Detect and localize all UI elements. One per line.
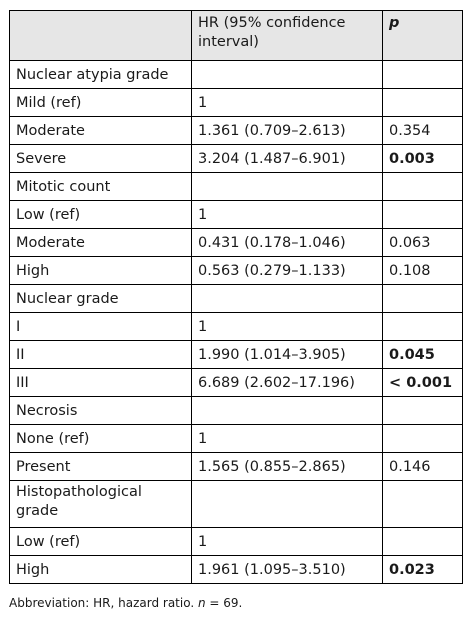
row-p-value: 0.003 [383, 145, 463, 173]
row-p-value: 0.354 [383, 117, 463, 145]
row-p-value [383, 313, 463, 341]
header-hr: HR (95% confidence interval) [192, 11, 383, 61]
row-hr-value [192, 61, 383, 89]
table-row [10, 397, 463, 425]
row-hr-value: 1 [192, 89, 383, 117]
row-hr-value [192, 173, 383, 201]
row-p-value [383, 481, 463, 528]
row-level-label: High [10, 257, 192, 285]
table-row [10, 201, 463, 229]
row-level-label: Low (ref) [10, 201, 192, 229]
table-row [10, 173, 463, 201]
row-hr-value: 0.563 (0.279–1.133) [192, 257, 383, 285]
table-header-row [10, 11, 463, 61]
row-level-label: II [10, 341, 192, 369]
row-p-value [383, 285, 463, 313]
table-row [10, 556, 463, 584]
row-level-label: I [10, 313, 192, 341]
row-hr-value: 1 [192, 313, 383, 341]
row-p-value [383, 173, 463, 201]
table-row [10, 89, 463, 117]
table-row [10, 117, 463, 145]
table-row [10, 313, 463, 341]
row-group-label: Necrosis [10, 397, 192, 425]
table-row [10, 481, 463, 528]
row-group-label: Nuclear grade [10, 285, 192, 313]
row-hr-value: 1 [192, 528, 383, 556]
header-p-value: p [383, 11, 463, 61]
row-level-label: Severe [10, 145, 192, 173]
row-hr-value: 1.565 (0.855–2.865) [192, 453, 383, 481]
table-row [10, 285, 463, 313]
row-p-value: 0.108 [383, 257, 463, 285]
row-level-label: Mild (ref) [10, 89, 192, 117]
row-p-value: 0.063 [383, 229, 463, 257]
row-hr-value [192, 481, 383, 528]
table-footnote [9, 596, 242, 610]
row-group-label: None (ref) [10, 425, 192, 453]
table-row [10, 528, 463, 556]
row-hr-value: 6.689 (2.602–17.196) [192, 369, 383, 397]
row-p-value: < 0.001 [383, 369, 463, 397]
footnote-n-value: = 69. [205, 596, 243, 610]
row-level-label: Moderate [10, 229, 192, 257]
row-hr-value: 3.204 (1.487–6.901) [192, 145, 383, 173]
row-hr-value: 1 [192, 201, 383, 229]
row-hr-value [192, 285, 383, 313]
row-level-label: Moderate [10, 117, 192, 145]
row-p-value [383, 61, 463, 89]
row-hr-value [192, 397, 383, 425]
row-p-value: 0.045 [383, 341, 463, 369]
row-level-label: Low (ref) [10, 528, 192, 556]
row-hr-value: 1 [192, 425, 383, 453]
row-group-label: Nuclear atypia grade [10, 61, 192, 89]
table-body [10, 61, 463, 584]
table-row [10, 341, 463, 369]
table-row [10, 145, 463, 173]
footnote-n-symbol: n [197, 596, 206, 610]
row-level-label: High [10, 556, 192, 584]
row-group-label: Mitotic count [10, 173, 192, 201]
footnote-text: Abbreviation: HR, hazard ratio. [9, 596, 198, 610]
row-group-label: Histopathological grade [10, 481, 192, 528]
row-p-value [383, 201, 463, 229]
row-p-value: 0.023 [383, 556, 463, 584]
row-hr-value: 0.431 (0.178–1.046) [192, 229, 383, 257]
row-p-value [383, 89, 463, 117]
table-row [10, 453, 463, 481]
table-row [10, 257, 463, 285]
row-group-label: Present [10, 453, 192, 481]
row-p-value [383, 397, 463, 425]
table-row [10, 369, 463, 397]
row-hr-value: 1.961 (1.095–3.510) [192, 556, 383, 584]
row-hr-value: 1.361 (0.709–2.613) [192, 117, 383, 145]
table-row [10, 61, 463, 89]
row-p-value: 0.146 [383, 453, 463, 481]
row-p-value [383, 528, 463, 556]
row-level-label: III [10, 369, 192, 397]
row-p-value [383, 425, 463, 453]
table-row [10, 425, 463, 453]
header-variable [10, 11, 192, 61]
table-row [10, 229, 463, 257]
row-hr-value: 1.990 (1.014–3.905) [192, 341, 383, 369]
hazard-ratio-table [9, 10, 463, 584]
